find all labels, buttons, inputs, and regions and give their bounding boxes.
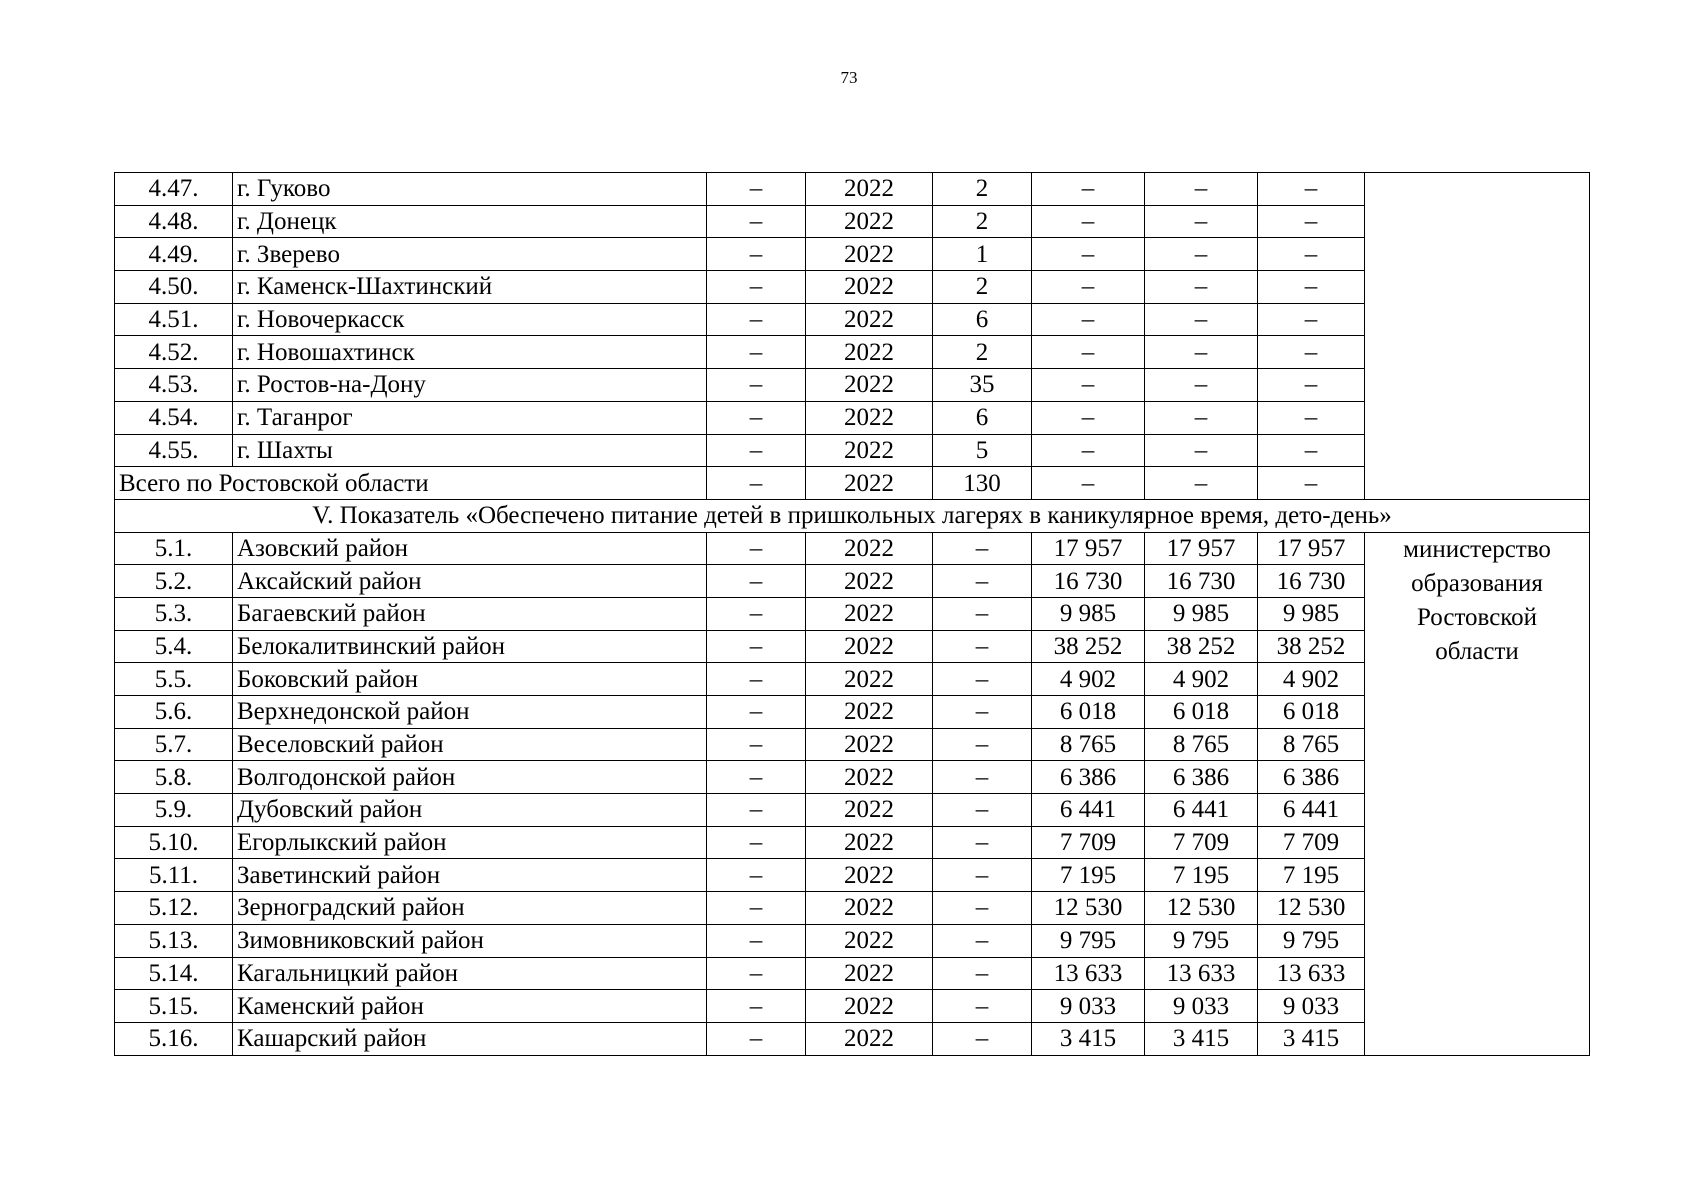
indicator-base-cell: – xyxy=(707,859,806,892)
value-cell-1: 6 386 xyxy=(1032,761,1145,794)
municipality-name: Заветинский район xyxy=(233,859,707,892)
quantity-cell: – xyxy=(933,794,1032,827)
municipality-name: Зерноградский район xyxy=(233,892,707,925)
year-cell: 2022 xyxy=(806,859,933,892)
section-header-row xyxy=(115,499,1590,532)
year-cell: 2022 xyxy=(806,434,933,467)
responsible-executor-line: министерство xyxy=(1403,535,1551,563)
value-cell-2: – xyxy=(1145,205,1258,238)
value-cell-2: – xyxy=(1145,238,1258,271)
indicator-base-cell: – xyxy=(707,565,806,598)
value-cell-2: 6 441 xyxy=(1145,794,1258,827)
row-number: 4.55. xyxy=(115,434,233,467)
row-number: 5.4. xyxy=(115,630,233,663)
value-cell-1: – xyxy=(1032,401,1145,434)
value-cell-3: 12 530 xyxy=(1258,892,1365,925)
year-cell: 2022 xyxy=(806,761,933,794)
municipality-name: г. Новочеркасск xyxy=(233,303,707,336)
value-cell-1: 38 252 xyxy=(1032,630,1145,663)
municipality-name: Белокалитвинский район xyxy=(233,630,707,663)
quantity-cell: – xyxy=(933,990,1032,1023)
value-cell-3: – xyxy=(1258,173,1365,206)
quantity-cell: – xyxy=(933,924,1032,957)
row-number: 5.1. xyxy=(115,532,233,565)
row-number: 5.2. xyxy=(115,565,233,598)
municipality-name: г. Новошахтинск xyxy=(233,336,707,369)
municipality-name: Кашарский район xyxy=(233,1022,707,1055)
row-number: 5.13. xyxy=(115,924,233,957)
indicator-base-cell: – xyxy=(707,761,806,794)
value-cell-2: – xyxy=(1145,271,1258,304)
total-quantity-cell: 130 xyxy=(933,467,1032,500)
row-number: 5.8. xyxy=(115,761,233,794)
value-cell-1: 9 033 xyxy=(1032,990,1145,1023)
municipality-name: г. Каменск-Шахтинский xyxy=(233,271,707,304)
municipality-name: Азовский район xyxy=(233,532,707,565)
page-number: 73 xyxy=(840,68,858,87)
value-cell-1: 7 709 xyxy=(1032,826,1145,859)
row-number: 5.9. xyxy=(115,794,233,827)
value-cell-1: 7 195 xyxy=(1032,859,1145,892)
total-label: Всего по Ростовской области xyxy=(115,467,707,500)
year-cell: 2022 xyxy=(806,630,933,663)
quantity-cell: – xyxy=(933,728,1032,761)
table-row xyxy=(115,532,1590,565)
year-cell: 2022 xyxy=(806,271,933,304)
year-cell: 2022 xyxy=(806,892,933,925)
year-cell: 2022 xyxy=(806,1022,933,1055)
municipality-name: г. Зверево xyxy=(233,238,707,271)
value-cell-3: 6 386 xyxy=(1258,761,1365,794)
value-cell-2: – xyxy=(1145,303,1258,336)
indicator-base-cell: – xyxy=(707,401,806,434)
municipality-name: Веселовский район xyxy=(233,728,707,761)
indicator-base-cell: – xyxy=(707,597,806,630)
quantity-cell: 6 xyxy=(933,401,1032,434)
value-cell-3: – xyxy=(1258,369,1365,402)
quantity-cell: – xyxy=(933,826,1032,859)
value-cell-2: 9 985 xyxy=(1145,597,1258,630)
value-cell-1: – xyxy=(1032,369,1145,402)
indicator-base-cell: – xyxy=(707,696,806,729)
quantity-cell: – xyxy=(933,597,1032,630)
row-number: 5.15. xyxy=(115,990,233,1023)
indicator-base-cell: – xyxy=(707,990,806,1023)
value-cell-3: – xyxy=(1258,336,1365,369)
municipality-name: Боковский район xyxy=(233,663,707,696)
owner-cell-empty xyxy=(1365,173,1590,500)
year-cell: 2022 xyxy=(806,663,933,696)
quantity-cell: – xyxy=(933,696,1032,729)
quantity-cell: – xyxy=(933,663,1032,696)
value-cell-1: – xyxy=(1032,238,1145,271)
year-cell: 2022 xyxy=(806,826,933,859)
value-cell-3: – xyxy=(1258,238,1365,271)
indicator-base-cell: – xyxy=(707,826,806,859)
value-cell-3: 9 795 xyxy=(1258,924,1365,957)
row-number: 5.6. xyxy=(115,696,233,729)
year-cell: 2022 xyxy=(806,369,933,402)
section-title: V. Показатель «Обеспечено питание детей в пришкольных лагерях в каникулярное время, дето-день» xyxy=(115,499,1590,532)
value-cell-2: 17 957 xyxy=(1145,532,1258,565)
responsible-executor-line: Ростовской xyxy=(1416,603,1538,631)
row-number: 4.50. xyxy=(115,271,233,304)
indicator-base-cell: – xyxy=(707,205,806,238)
row-number: 5.11. xyxy=(115,859,233,892)
indicator-base-cell: – xyxy=(707,173,806,206)
year-cell: 2022 xyxy=(806,696,933,729)
quantity-cell: 2 xyxy=(933,173,1032,206)
row-number: 4.49. xyxy=(115,238,233,271)
responsible-executor-cell xyxy=(1365,532,1590,1055)
value-cell-3: 13 633 xyxy=(1258,957,1365,990)
municipality-name: Волгодонской район xyxy=(233,761,707,794)
year-cell: 2022 xyxy=(806,728,933,761)
row-number: 4.54. xyxy=(115,401,233,434)
total-base-cell: – xyxy=(707,467,806,500)
municipality-name: Зимовниковский район xyxy=(233,924,707,957)
quantity-cell: 5 xyxy=(933,434,1032,467)
value-cell-3: 3 415 xyxy=(1258,1022,1365,1055)
municipality-name: Багаевский район xyxy=(233,597,707,630)
year-cell: 2022 xyxy=(806,990,933,1023)
indicator-base-cell: – xyxy=(707,303,806,336)
total-value-cell-2: – xyxy=(1145,467,1258,500)
municipality-name: Кагальницкий район xyxy=(233,957,707,990)
table-row xyxy=(115,173,1590,206)
value-cell-3: 8 765 xyxy=(1258,728,1365,761)
value-cell-1: 6 441 xyxy=(1032,794,1145,827)
indicator-base-cell: – xyxy=(707,238,806,271)
year-cell: 2022 xyxy=(806,957,933,990)
value-cell-1: – xyxy=(1032,434,1145,467)
indicator-base-cell: – xyxy=(707,663,806,696)
municipality-name: Каменский район xyxy=(233,990,707,1023)
value-cell-3: 7 195 xyxy=(1258,859,1365,892)
year-cell: 2022 xyxy=(806,336,933,369)
value-cell-1: – xyxy=(1032,271,1145,304)
row-number: 5.16. xyxy=(115,1022,233,1055)
value-cell-2: 6 018 xyxy=(1145,696,1258,729)
quantity-cell: – xyxy=(933,761,1032,794)
value-cell-1: 3 415 xyxy=(1032,1022,1145,1055)
row-number: 4.53. xyxy=(115,369,233,402)
value-cell-2: 8 765 xyxy=(1145,728,1258,761)
value-cell-2: 7 709 xyxy=(1145,826,1258,859)
value-cell-2: 7 195 xyxy=(1145,859,1258,892)
value-cell-3: 16 730 xyxy=(1258,565,1365,598)
year-cell: 2022 xyxy=(806,303,933,336)
municipality-name: г. Донецк xyxy=(233,205,707,238)
quantity-cell: 1 xyxy=(933,238,1032,271)
municipality-name: Верхнедонской район xyxy=(233,696,707,729)
quantity-cell: 2 xyxy=(933,336,1032,369)
municipality-name: г. Таганрог xyxy=(233,401,707,434)
value-cell-1: 17 957 xyxy=(1032,532,1145,565)
indicator-base-cell: – xyxy=(707,369,806,402)
year-cell: 2022 xyxy=(806,532,933,565)
row-number: 4.51. xyxy=(115,303,233,336)
value-cell-2: 9 033 xyxy=(1145,990,1258,1023)
value-cell-1: 6 018 xyxy=(1032,696,1145,729)
value-cell-2: 13 633 xyxy=(1145,957,1258,990)
municipality-name: г. Шахты xyxy=(233,434,707,467)
year-cell: 2022 xyxy=(806,794,933,827)
year-cell: 2022 xyxy=(806,238,933,271)
value-cell-2: – xyxy=(1145,434,1258,467)
value-cell-3: – xyxy=(1258,434,1365,467)
value-cell-1: 16 730 xyxy=(1032,565,1145,598)
value-cell-3: 9 985 xyxy=(1258,597,1365,630)
value-cell-3: 6 441 xyxy=(1258,794,1365,827)
value-cell-2: – xyxy=(1145,336,1258,369)
indicator-base-cell: – xyxy=(707,1022,806,1055)
value-cell-1: 4 902 xyxy=(1032,663,1145,696)
year-cell: 2022 xyxy=(806,565,933,598)
value-cell-3: 9 033 xyxy=(1258,990,1365,1023)
indicator-base-cell: – xyxy=(707,532,806,565)
indicator-base-cell: – xyxy=(707,434,806,467)
value-cell-1: – xyxy=(1032,173,1145,206)
indicator-base-cell: – xyxy=(707,892,806,925)
row-number: 4.47. xyxy=(115,173,233,206)
row-number: 5.12. xyxy=(115,892,233,925)
indicator-base-cell: – xyxy=(707,271,806,304)
municipality-name: Егорлыкский район xyxy=(233,826,707,859)
value-cell-2: – xyxy=(1145,369,1258,402)
value-cell-1: 9 795 xyxy=(1032,924,1145,957)
quantity-cell: 2 xyxy=(933,205,1032,238)
quantity-cell: – xyxy=(933,957,1032,990)
value-cell-1: – xyxy=(1032,205,1145,238)
indicator-base-cell: – xyxy=(707,728,806,761)
indicator-base-cell: – xyxy=(707,336,806,369)
value-cell-3: – xyxy=(1258,205,1365,238)
row-number: 5.5. xyxy=(115,663,233,696)
value-cell-1: 8 765 xyxy=(1032,728,1145,761)
row-number: 5.14. xyxy=(115,957,233,990)
quantity-cell: – xyxy=(933,630,1032,663)
value-cell-2: 12 530 xyxy=(1145,892,1258,925)
municipality-name: Аксайский район xyxy=(233,565,707,598)
row-number: 5.10. xyxy=(115,826,233,859)
quantity-cell: – xyxy=(933,892,1032,925)
row-number: 5.7. xyxy=(115,728,233,761)
value-cell-2: – xyxy=(1145,173,1258,206)
responsible-executor-line: образования xyxy=(1411,569,1543,597)
indicator-base-cell: – xyxy=(707,794,806,827)
quantity-cell: – xyxy=(933,532,1032,565)
value-cell-2: 16 730 xyxy=(1145,565,1258,598)
value-cell-3: – xyxy=(1258,271,1365,304)
value-cell-3: – xyxy=(1258,303,1365,336)
municipality-name: г. Гуково xyxy=(233,173,707,206)
value-cell-3: 4 902 xyxy=(1258,663,1365,696)
value-cell-1: 13 633 xyxy=(1032,957,1145,990)
value-cell-3: 17 957 xyxy=(1258,532,1365,565)
indicator-base-cell: – xyxy=(707,630,806,663)
indicator-base-cell: – xyxy=(707,924,806,957)
year-cell: 2022 xyxy=(806,205,933,238)
row-number: 5.3. xyxy=(115,597,233,630)
year-cell: 2022 xyxy=(806,401,933,434)
value-cell-3: 7 709 xyxy=(1258,826,1365,859)
total-value-cell-1: – xyxy=(1032,467,1145,500)
value-cell-2: – xyxy=(1145,401,1258,434)
responsible-executor-line: области xyxy=(1435,637,1519,665)
value-cell-1: – xyxy=(1032,336,1145,369)
indicators-table xyxy=(114,172,1590,1056)
value-cell-2: 4 902 xyxy=(1145,663,1258,696)
value-cell-3: 38 252 xyxy=(1258,630,1365,663)
municipality-name: Дубовский район xyxy=(233,794,707,827)
year-cell: 2022 xyxy=(806,173,933,206)
quantity-cell: 2 xyxy=(933,271,1032,304)
table-body xyxy=(115,173,1590,1056)
quantity-cell: – xyxy=(933,1022,1032,1055)
total-value-cell-3: – xyxy=(1258,467,1365,500)
indicator-base-cell: – xyxy=(707,957,806,990)
value-cell-2: 6 386 xyxy=(1145,761,1258,794)
value-cell-2: 9 795 xyxy=(1145,924,1258,957)
year-cell: 2022 xyxy=(806,597,933,630)
quantity-cell: – xyxy=(933,565,1032,598)
value-cell-1: 12 530 xyxy=(1032,892,1145,925)
quantity-cell: 6 xyxy=(933,303,1032,336)
municipality-name: г. Ростов-на-Дону xyxy=(233,369,707,402)
value-cell-3: – xyxy=(1258,401,1365,434)
value-cell-1: – xyxy=(1032,303,1145,336)
row-number: 4.52. xyxy=(115,336,233,369)
year-cell: 2022 xyxy=(806,924,933,957)
value-cell-2: 38 252 xyxy=(1145,630,1258,663)
quantity-cell: – xyxy=(933,859,1032,892)
value-cell-1: 9 985 xyxy=(1032,597,1145,630)
value-cell-3: 6 018 xyxy=(1258,696,1365,729)
total-year-cell: 2022 xyxy=(806,467,933,500)
value-cell-2: 3 415 xyxy=(1145,1022,1258,1055)
quantity-cell: 35 xyxy=(933,369,1032,402)
row-number: 4.48. xyxy=(115,205,233,238)
